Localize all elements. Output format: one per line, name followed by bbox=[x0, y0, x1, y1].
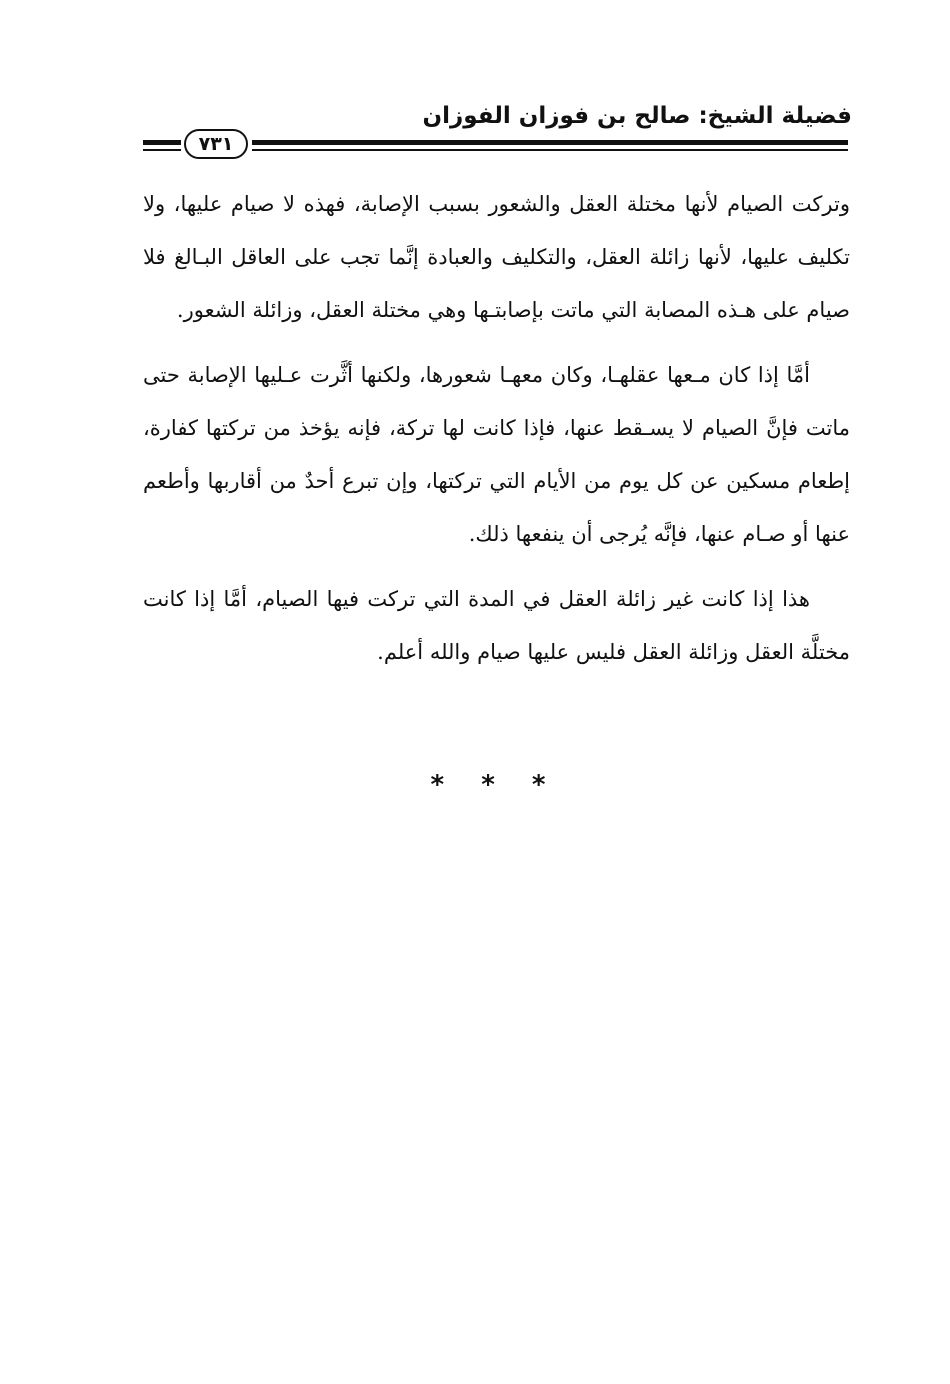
page-number: ٧٣١ bbox=[184, 129, 248, 159]
header-rule-left-thin bbox=[143, 149, 181, 151]
header-rule-thick bbox=[252, 140, 848, 145]
body-text bbox=[143, 178, 850, 691]
header-rule-thin bbox=[252, 149, 848, 151]
paragraph-2: أمَّا إذا كان مـعها عقلهـا، وكان معهـا شعورها، ولكنها أثَّرت عـليها الإصابة حتى ماتت فإنَّ الصيام لا يسـقط عنها، فإذا كانت لها تركة، فإنه يؤخذ من تركتها كفارة، إطعام مسكين عن كل يوم من الأيام التي تركتها، وإن تبرع أحدٌ من أقاربها وأطعم عنها أو صـام عنها، فإنَّه يُرجى أن ينفعها ذلك. bbox=[143, 363, 850, 546]
paragraph-3: هذا إذا كانت غير زائلة العقل في المدة التي تركت فيها الصيام، أمَّا إذا كانت مختلَّة العقل وزائلة العقل فليس عليها صيام والله أعلم. bbox=[143, 587, 850, 664]
section-ornament: * * * bbox=[430, 770, 560, 800]
header-rule-left-thick bbox=[143, 140, 181, 145]
paragraph-1: وتركت الصيام لأنها مختلة العقل والشعور بسبب الإصابة، فهذه لا صيام عليها، ولا تكليف عليها، لأنها زائلة العقل، والتكليف والعبادة إنَّما تجب على العاقل البـالغ فلا صيام على هـذه المصابة التي ماتت بإصابتـها وهي مختلة العقل، وزائلة الشعور. bbox=[143, 192, 850, 322]
running-head-title: فضيلة الشيخ: صالح بن فوزان الفوزان bbox=[422, 103, 852, 129]
